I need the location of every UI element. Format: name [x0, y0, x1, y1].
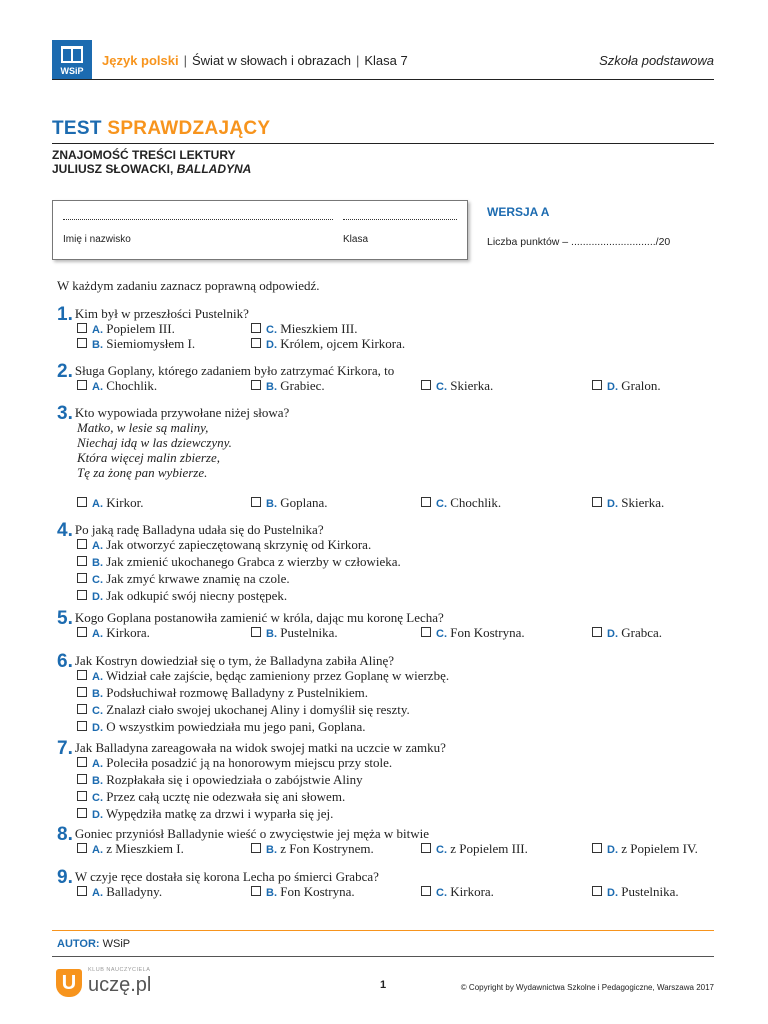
- option-3b[interactable]: B. Goplana.: [251, 495, 328, 512]
- checkbox-icon: [77, 687, 87, 697]
- footer-divider: [52, 956, 714, 957]
- subject: Język polski: [102, 53, 179, 68]
- option-2b[interactable]: B. Grabiec.: [251, 378, 325, 395]
- checkbox-icon: [251, 323, 261, 333]
- checkbox-icon: [251, 886, 261, 896]
- option-8b[interactable]: B. z Fon Kostrynem.: [251, 841, 374, 858]
- checkbox-icon: [77, 886, 87, 896]
- option-3d[interactable]: D. Skierka.: [592, 495, 664, 512]
- option-5d[interactable]: D. Grabca.: [592, 625, 662, 642]
- checkbox-icon: [77, 721, 87, 731]
- checkbox-icon: [77, 670, 87, 680]
- checkbox-icon: [592, 886, 602, 896]
- checkbox-icon: [77, 380, 87, 390]
- ucze-logo: U KLUB NAUCZYCIELA uczę.pl: [56, 965, 166, 999]
- checkbox-icon: [421, 843, 431, 853]
- question-2: 2. Sługa Goplany, którego zadaniem było zatrzymać Kirkora, to A. Chochlik. B. Grabiec. C. Skierka. D. Gralon.: [57, 361, 661, 393]
- checkbox-icon: [77, 573, 87, 583]
- checkbox-icon: [421, 380, 431, 390]
- header-breadcrumb: Język polski | Świat w słowach i obrazach | Klasa 7: [102, 53, 408, 68]
- divider: [52, 143, 714, 144]
- checkbox-icon: [77, 791, 87, 801]
- book-icon: [61, 46, 83, 63]
- logo-text: WSiP: [60, 66, 84, 76]
- series: Świat w słowach i obrazach: [192, 53, 351, 68]
- option-4a[interactable]: A. Jak otworzyć zapieczętowaną skrzynię od Kirkora.: [57, 537, 401, 554]
- option-6a[interactable]: A. Widział całe zajście, będąc zamieniony przez Goplanę w wierzbę.: [57, 668, 449, 685]
- checkbox-icon: [77, 338, 87, 348]
- option-5c[interactable]: C. Fon Kostryna.: [421, 625, 525, 642]
- option-2a[interactable]: A. Chochlik.: [77, 378, 157, 395]
- checkbox-icon: [77, 757, 87, 767]
- u-logo-icon: U: [56, 969, 82, 997]
- option-3c[interactable]: C. Chochlik.: [421, 495, 501, 512]
- page-title: TEST SPRAWDZAJĄCY: [52, 118, 271, 139]
- checkbox-icon: [251, 627, 261, 637]
- option-3a[interactable]: A. Kirkor.: [77, 495, 143, 512]
- checkbox-icon: [421, 886, 431, 896]
- checkbox-icon: [77, 556, 87, 566]
- option-9c[interactable]: C. Kirkora.: [421, 884, 494, 901]
- poem-line: Niechaj idą w las dziewczyny.: [77, 435, 232, 450]
- author-line: AUTOR: WSiP: [57, 938, 131, 950]
- checkbox-icon: [421, 627, 431, 637]
- option-8d[interactable]: D. z Popielem IV.: [592, 841, 698, 858]
- poem-line: Która więcej malin zbierze,: [77, 450, 220, 465]
- footer-divider: [52, 930, 714, 931]
- instruction: W każdym zadaniu zaznacz poprawną odpowiedź.: [57, 278, 320, 293]
- option-1a[interactable]: A. Popielem III.: [77, 321, 175, 338]
- checkbox-icon: [77, 323, 87, 333]
- name-field[interactable]: [63, 219, 333, 220]
- subtitle-line2: JULIUSZ SŁOWACKI, BALLADYNA: [52, 162, 252, 176]
- checkbox-icon: [77, 808, 87, 818]
- question-6: 6. Jak Kostryn dowiedział się o tym, że Balladyna zabiła Alinę? A. Widział całe zajście, będąc zamieniony przez Goplanę w wierzbę. B. Podsłuchiwał rozmowę Balladyny z Pustelnikiem. C. Znalazł ciało swojej ukochanej Aliny i domyślił się reszty. D. O wszystkim powiedziała mu jego pani, Goplana.: [57, 651, 450, 734]
- option-4d[interactable]: D. Jak odkupić swój niecny postępek.: [57, 588, 401, 605]
- checkbox-icon: [251, 380, 261, 390]
- copyright: © Copyright by Wydawnictwa Szkolne i Pedagogiczne, Warszawa 2017: [460, 983, 714, 992]
- checkbox-icon: [251, 338, 261, 348]
- option-9d[interactable]: D. Pustelnika.: [592, 884, 679, 901]
- checkbox-icon: [251, 843, 261, 853]
- class-field[interactable]: [343, 219, 457, 220]
- option-9b[interactable]: B. Fon Kostryna.: [251, 884, 355, 901]
- page-number: 1: [380, 979, 387, 991]
- option-1c[interactable]: C. Mieszkiem III.: [251, 321, 358, 338]
- option-6d[interactable]: D. O wszystkim powiedziała mu jego pani, Goplana.: [57, 719, 449, 736]
- checkbox-icon: [77, 704, 87, 714]
- question-5: 5. Kogo Goplana postanowiła zamienić w króla, dając mu koronę Lecha? A. Kirkora. B. Pustelnika. C. Fon Kostryna. D. Grabca.: [57, 608, 663, 640]
- option-6c[interactable]: C. Znalazł ciało swojej ukochanej Aliny i domyślił się reszty.: [57, 702, 449, 719]
- option-2d[interactable]: D. Gralon.: [592, 378, 661, 395]
- question-3: 3. Kto wypowiada przywołane niżej słowa? Matko, w lesie są maliny, Niechaj idą w las dziewczyny. Która więcej malin zbierze, Tę za żonę pan wybierze. A. Kirkor. B. Goplana. C. Chochlik. D. Skierka.: [57, 404, 717, 510]
- checkbox-icon: [77, 590, 87, 600]
- checkbox-icon: [592, 627, 602, 637]
- checkbox-icon: [77, 843, 87, 853]
- question-1: 1. Kim był w przeszłości Pustelnik? A. Popielem III. C. Mieszkiem III. B. Siemiomysłem I. D. Królem, ojcem Kirkora.: [57, 304, 406, 351]
- question-7: 7. Jak Balladyna zareagowała na widok swojej matki na uczcie w zamku? A. Poleciła posadzić ją na honorowym miejscu przy stole. B. Rozpłakała się i opowiedziała o zabójstwie Aliny C. Przez całą ucztę nie odezwała się ani słowem. D. Wypędziła matkę za drzwi i wyparła się jej.: [57, 738, 446, 821]
- divider: [52, 79, 714, 80]
- option-7d[interactable]: D. Wypędziła matkę za drzwi i wyparła się jej.: [57, 806, 446, 823]
- checkbox-icon: [77, 539, 87, 549]
- question-9: 9. W czyje ręce dostała się korona Lecha po śmierci Grabca? A. Balladyny. B. Fon Kostryna. C. Kirkora. D. Pustelnika.: [57, 867, 679, 899]
- class-label: Klasa: [343, 234, 369, 245]
- option-7c[interactable]: C. Przez całą ucztę nie odezwała się ani słowem.: [57, 789, 446, 806]
- checkbox-icon: [592, 380, 602, 390]
- checkbox-icon: [592, 497, 602, 507]
- option-4c[interactable]: C. Jak zmyć krwawe znamię na czole.: [57, 571, 401, 588]
- poem-line: Tę za żonę pan wybierze.: [77, 465, 208, 480]
- checkbox-icon: [77, 627, 87, 637]
- option-4b[interactable]: B. Jak zmienić ukochanego Grabca z wierzby w człowieka.: [57, 554, 401, 571]
- school-level: Szkoła podstawowa: [599, 53, 714, 68]
- version-label: WERSJA A: [487, 205, 550, 219]
- checkbox-icon: [592, 843, 602, 853]
- checkbox-icon: [421, 497, 431, 507]
- checkbox-icon: [77, 497, 87, 507]
- option-5a[interactable]: A. Kirkora.: [77, 625, 150, 642]
- points-label: Liczba punktów – ............................./20: [487, 236, 671, 248]
- checkbox-icon: [77, 774, 87, 784]
- question-8: 8. Goniec przyniósł Balladynie wieść o zwycięstwie jej męża w bitwie A. z Mieszkiem I. B. z Fon Kostrynem. C. z Popielem III. D. z Popielem IV.: [57, 824, 698, 856]
- subtitle-line1: ZNAJOMOŚĆ TREŚCI LEKTURY: [52, 148, 236, 162]
- option-1b[interactable]: B. Siemiomysłem I.: [77, 336, 195, 353]
- checkbox-icon: [251, 497, 261, 507]
- option-9a[interactable]: A. Balladyny.: [77, 884, 162, 901]
- option-8a[interactable]: A. z Mieszkiem I.: [77, 841, 184, 858]
- option-2c[interactable]: C. Skierka.: [421, 378, 493, 395]
- wsip-logo: [52, 40, 92, 80]
- poem-line: Matko, w lesie są maliny,: [77, 420, 209, 435]
- option-7b[interactable]: B. Rozpłakała się i opowiedziała o zabójstwie Aliny: [57, 772, 446, 789]
- option-5b[interactable]: B. Pustelnika.: [251, 625, 338, 642]
- student-info-box: [52, 200, 468, 260]
- option-1d[interactable]: D. Królem, ojcem Kirkora.: [251, 336, 405, 353]
- question-4: 4. Po jaką radę Balladyna udała się do Pustelnika? A. Jak otworzyć zapieczętowaną skrzynię od Kirkora. B. Jak zmienić ukochanego Grabca z wierzby w człowieka. C. Jak zmyć krwawe znamię na czole. D. Jak odkupić swój niecny postępek.: [57, 520, 401, 603]
- option-7a[interactable]: A. Poleciła posadzić ją na honorowym miejscu przy stole.: [57, 755, 446, 772]
- option-6b[interactable]: B. Podsłuchiwał rozmowę Balladyny z Pustelnikiem.: [57, 685, 449, 702]
- name-label: Imię i nazwisko: [63, 234, 131, 245]
- grade: Klasa 7: [364, 53, 408, 68]
- option-8c[interactable]: C. z Popielem III.: [421, 841, 528, 858]
